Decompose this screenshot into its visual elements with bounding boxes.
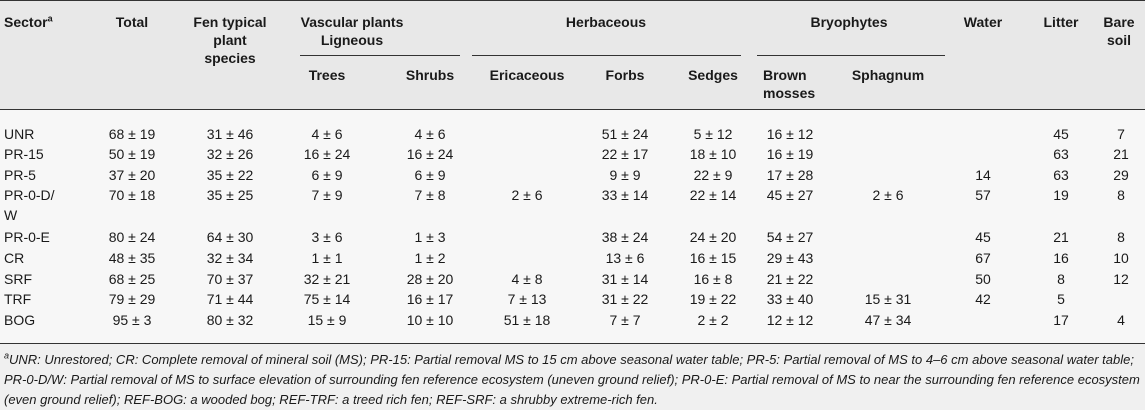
cell-trees: 3 ± 6 — [311, 229, 343, 245]
cell-sector: CR — [4, 250, 25, 266]
cell-trees: 16 ± 24 — [303, 146, 351, 162]
cell-shrubs: 28 ± 20 — [406, 271, 454, 287]
cell-brown: 33 ± 40 — [766, 291, 814, 307]
cell-bare: 12 — [1113, 271, 1129, 287]
cell-brown: 21 ± 22 — [766, 271, 814, 287]
header-ericaceous: Ericaceous — [489, 67, 565, 83]
header-water: Water — [963, 14, 1003, 30]
cell-litter: 5 — [1057, 291, 1065, 307]
cell-sedges: 24 ± 20 — [689, 229, 737, 245]
cell-forbs: 33 ± 14 — [601, 187, 649, 203]
cell-litter: 21 — [1053, 229, 1069, 245]
cell-water: 14 — [975, 167, 991, 183]
cell-total: 68 ± 25 — [108, 271, 156, 287]
top-rule — [0, 0, 1145, 1]
cell-ericaceous: 7 ± 13 — [507, 291, 547, 307]
cell-litter: 63 — [1053, 146, 1069, 162]
cell-brown: 16 ± 12 — [766, 126, 814, 142]
cell-bare: 29 — [1113, 167, 1129, 183]
cell-total: 79 ± 29 — [108, 291, 156, 307]
cell-water: 42 — [975, 291, 991, 307]
header-fen-typical-l1: Fen typical — [193, 14, 267, 30]
cell-fen: 64 ± 30 — [206, 229, 254, 245]
cell-trees: 7 ± 9 — [311, 187, 343, 203]
cell-shrubs: 4 ± 6 — [414, 126, 446, 142]
cell-fen: 35 ± 22 — [206, 167, 254, 183]
cell-brown: 54 ± 27 — [766, 229, 814, 245]
cell-bare: 4 — [1117, 312, 1125, 328]
ligneous-underline — [300, 55, 460, 56]
cell-fen: 71 ± 44 — [206, 291, 254, 307]
cell-fen: 32 ± 26 — [206, 146, 254, 162]
cell-brown: 45 ± 27 — [766, 187, 814, 203]
cell-water: 57 — [975, 187, 991, 203]
cell-shrubs: 10 ± 10 — [406, 312, 454, 328]
cell-total: 37 ± 20 — [108, 167, 156, 183]
cell-shrubs: 16 ± 17 — [406, 291, 454, 307]
cell-water: 45 — [975, 229, 991, 245]
header-fen-typical-l2: plant — [213, 32, 247, 48]
cell-brown: 29 ± 43 — [766, 250, 814, 266]
header-ligneous: Ligneous — [320, 32, 384, 48]
cell-sedges: 2 ± 2 — [697, 312, 729, 328]
cell-total: 80 ± 24 — [108, 229, 156, 245]
table-footnote: $^a$UNR: Unrestored; CR: Complete removal of mineral soil (MS); PR-15: Partial removal MS to 15 cm above seasonal water table; PR-5: Partial removal of MS to 4–6 cm above seasonal water table; PR-0-D/W: Partial removal of MS to surface elevation of surrounding fen reference ecosystem (uneven ground relief); PR-0-E: Partial removal of MS to near the surrounding fen reference ecosystem (even ground relief); REF-BOG: a wooded bog; REF-TRF: a treed rich fen; REF-SRF: a shrubby extreme-rich fen. — [4, 350, 1140, 407]
cell-shrubs: 7 ± 8 — [414, 187, 446, 203]
cell-litter: 16 — [1053, 250, 1069, 266]
header-forbs: Forbs — [605, 67, 645, 83]
bryophytes-underline — [757, 55, 945, 56]
cell-sector: UNR — [4, 126, 35, 142]
cell-water: 50 — [975, 271, 991, 287]
header-sphagnum: Sphagnum — [851, 67, 925, 83]
cell-total: 48 ± 35 — [108, 250, 156, 266]
cell-forbs: 38 ± 24 — [601, 229, 649, 245]
cell-trees: 75 ± 14 — [303, 291, 351, 307]
cell-trees: 4 ± 6 — [311, 126, 343, 142]
header-fen-typical-l3: species — [204, 50, 256, 66]
cell-trees: 32 ± 21 — [303, 271, 351, 287]
cell-litter: 63 — [1053, 167, 1069, 183]
cell-sphagnum: 2 ± 6 — [872, 187, 904, 203]
cell-sedges: 5 ± 12 — [693, 126, 733, 142]
cell-sedges: 19 ± 22 — [689, 291, 737, 307]
cell-trees: 15 ± 9 — [307, 312, 347, 328]
cell-trees: 1 ± 1 — [311, 250, 343, 266]
cell-sphagnum: 15 ± 31 — [864, 291, 912, 307]
cell-sector: BOG — [4, 312, 36, 328]
cell-litter: 17 — [1053, 312, 1069, 328]
cell-fen: 31 ± 46 — [206, 126, 254, 142]
cell-sedges: 16 ± 15 — [689, 250, 737, 266]
cell-sedges: 18 ± 10 — [689, 146, 737, 162]
header-sedges: Sedges — [688, 67, 738, 83]
cell-forbs: 31 ± 22 — [601, 291, 649, 307]
cell-sedges: 22 ± 14 — [689, 187, 737, 203]
cell-brown: 16 ± 19 — [766, 146, 814, 162]
table-bottom-rule — [0, 343, 1145, 344]
header-bottom-rule — [0, 109, 1145, 110]
cell-bare: 10 — [1113, 250, 1129, 266]
cell-fen: 80 ± 32 — [206, 312, 254, 328]
header-litter: Litter — [1043, 14, 1079, 30]
cell-sector: PR-5 — [4, 167, 36, 183]
cell-total: 68 ± 19 — [108, 126, 156, 142]
cell-shrubs: 1 ± 3 — [414, 229, 446, 245]
cell-shrubs: 1 ± 2 — [414, 250, 446, 266]
cell-forbs: 13 ± 6 — [605, 250, 645, 266]
table-body-background — [0, 109, 1145, 343]
header-brown-mosses-l1: Brown — [763, 67, 807, 83]
cell-shrubs: 6 ± 9 — [414, 167, 446, 183]
cell-sedges: 22 ± 9 — [693, 167, 733, 183]
herbaceous-underline — [472, 55, 741, 56]
cell-total: 70 ± 18 — [108, 187, 156, 203]
header-vascular-plants: Vascular plants — [300, 14, 404, 30]
header-herbaceous: Herbaceous — [565, 14, 647, 30]
cell-sector-continued: W — [4, 207, 18, 223]
cell-shrubs: 16 ± 24 — [406, 146, 454, 162]
cell-sector: PR-0-D/ — [4, 187, 55, 203]
cell-bare: 8 — [1117, 229, 1125, 245]
cell-total: 50 ± 19 — [108, 146, 156, 162]
cell-ericaceous: 51 ± 18 — [503, 312, 551, 328]
cell-forbs: 22 ± 17 — [601, 146, 649, 162]
header-brown-mosses-l2: mosses — [763, 85, 816, 101]
cell-sector: TRF — [4, 291, 32, 307]
header-bare-l2: soil — [1106, 32, 1132, 48]
cell-brown: 12 ± 12 — [766, 312, 814, 328]
cell-ericaceous: 4 ± 8 — [511, 271, 543, 287]
cell-trees: 6 ± 9 — [311, 167, 343, 183]
cell-bare: 7 — [1117, 126, 1125, 142]
cell-bare: 21 — [1113, 146, 1129, 162]
header-total: Total — [115, 14, 149, 30]
cell-forbs: 51 ± 24 — [601, 126, 649, 142]
cell-sector: SRF — [4, 271, 32, 287]
header-trees: Trees — [308, 67, 346, 83]
header-bare-l1: Bare — [1103, 14, 1135, 30]
cell-fen: 32 ± 34 — [206, 250, 254, 266]
cell-bare: 8 — [1117, 187, 1125, 203]
cell-forbs: 9 ± 9 — [609, 167, 641, 183]
header-shrubs: Shrubs — [405, 67, 455, 83]
cell-sector: PR-0-E — [4, 229, 50, 245]
cell-litter: 19 — [1053, 187, 1069, 203]
cell-sector: PR-15 — [4, 146, 44, 162]
cell-litter: 8 — [1057, 271, 1065, 287]
cell-ericaceous: 2 ± 6 — [511, 187, 543, 203]
header-bryophytes: Bryophytes — [810, 14, 888, 30]
cell-fen: 35 ± 25 — [206, 187, 254, 203]
cell-forbs: 31 ± 14 — [601, 271, 649, 287]
header-sector: Sector$^a$ — [4, 13, 53, 30]
cell-forbs: 7 ± 7 — [609, 312, 641, 328]
cell-sedges: 16 ± 8 — [693, 271, 733, 287]
cell-total: 95 ± 3 — [112, 312, 152, 328]
cell-sphagnum: 47 ± 34 — [864, 312, 912, 328]
cell-brown: 17 ± 28 — [766, 167, 814, 183]
cell-litter: 45 — [1053, 126, 1069, 142]
cell-water: 67 — [975, 250, 991, 266]
cell-fen: 70 ± 37 — [206, 271, 254, 287]
